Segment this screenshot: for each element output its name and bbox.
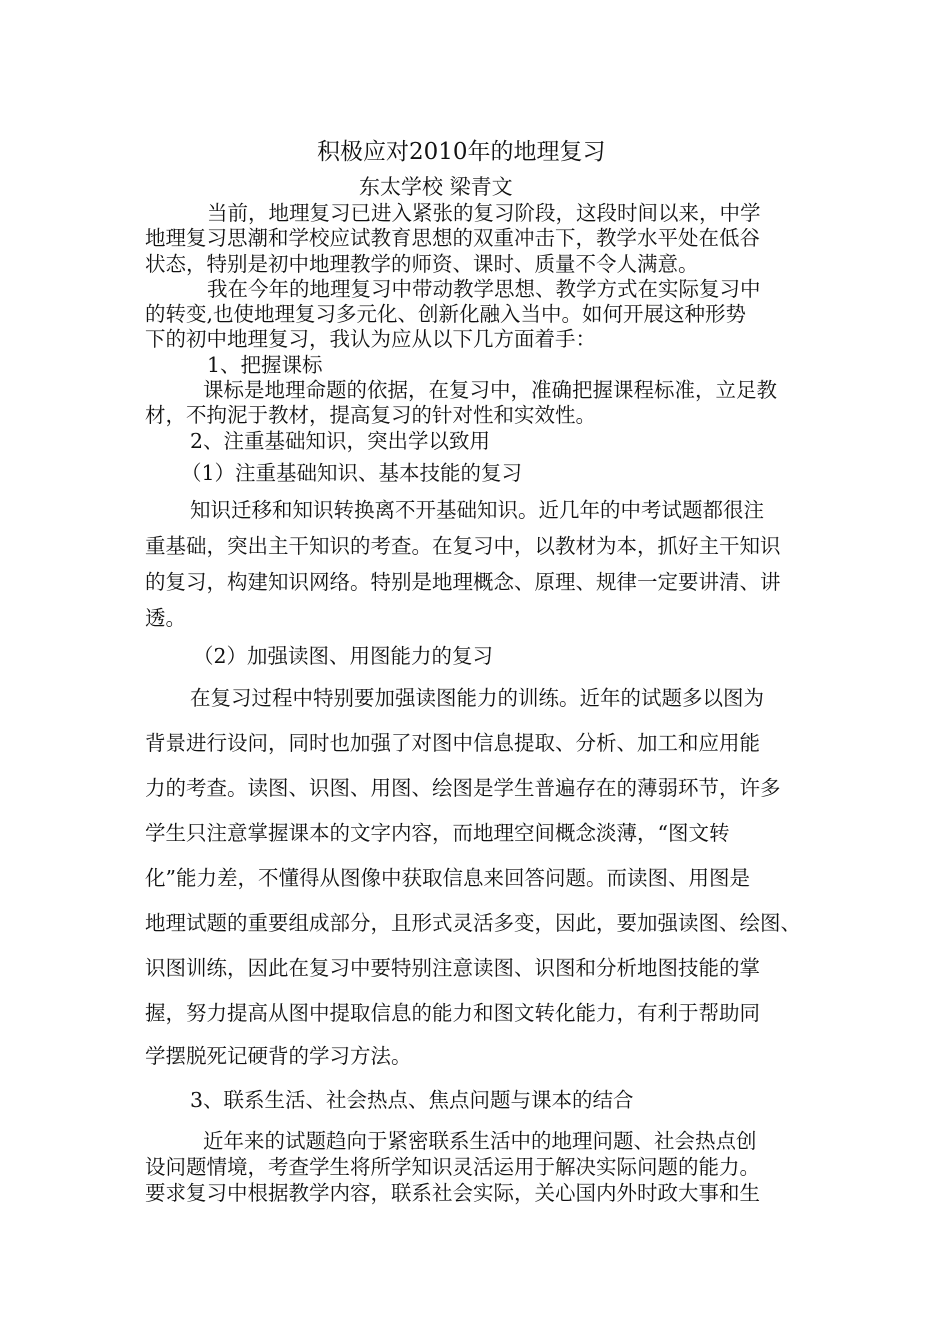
body-line: 材，不拘泥于教材，提高复习的针对性和实效性。 xyxy=(145,403,596,427)
body-line: 课标是地理命题的依据，在复习中，准确把握课程标准，立足教 xyxy=(203,378,777,402)
body-line: 设问题情境，考查学生将所学知识灵活运用于解决实际问题的能力。 xyxy=(145,1155,760,1179)
subsection-heading: （1）注重基础知识、基本技能的复习 xyxy=(181,461,523,485)
body-line: 握，努力提高从图中提取信息的能力和图文转化能力，有利于帮助同 xyxy=(145,1001,760,1025)
body-line: 地理复习思潮和学校应试教育思想的双重冲击下，教学水平处在低谷 xyxy=(145,226,760,250)
body-line: 地理试题的重要组成部分，且形式灵活多变，因此，要加强读图、绘图、 xyxy=(145,911,801,935)
body-line: 学摆脱死记硬背的学习方法。 xyxy=(145,1044,412,1068)
body-line: 识图训练，因此在复习中要特别注意读图、识图和分析地图技能的掌 xyxy=(145,956,760,980)
body-line: 下的初中地理复习，我认为应从以下几方面着手： xyxy=(145,327,596,351)
document-title: 积极应对2010年的地理复习 xyxy=(317,139,606,165)
body-line: 知识迁移和知识转换离不开基础知识。近几年的中考试题都很注 xyxy=(190,498,764,522)
body-line: 我在今年的地理复习中带动教学思想、教学方式在实际复习中 xyxy=(207,277,761,301)
subsection-heading: （2）加强读图、用图能力的复习 xyxy=(193,644,494,668)
body-line: 当前，地理复习已进入紧张的复习阶段，这段时间以来，中学 xyxy=(207,201,761,225)
body-line: 在复习过程中特别要加强读图能力的训练。近年的试题多以图为 xyxy=(190,686,764,710)
body-line: 重基础，突出主干知识的考查。在复习中，以教材为本，抓好主干知识 xyxy=(145,534,781,558)
body-line: 学生只注意掌握课本的文字内容，而地理空间概念淡薄，“图文转 xyxy=(145,821,730,845)
section-heading: 2、注重基础知识，突出学以致用 xyxy=(190,429,491,453)
section-heading: 1、把握课标 xyxy=(207,353,323,377)
section-heading: 3、联系生活、社会热点、焦点问题与课本的结合 xyxy=(190,1088,634,1112)
body-line: 力的考查。读图、识图、用图、绘图是学生普遍存在的薄弱环节，许多 xyxy=(145,776,781,800)
document-author: 东太学校 梁青文 xyxy=(359,175,513,199)
body-line: 化”能力差，不懂得从图像中获取信息来回答问题。而读图、用图是 xyxy=(145,866,750,890)
body-line: 透。 xyxy=(145,606,186,630)
body-line: 状态，特别是初中地理教学的师资、课时、质量不令人满意。 xyxy=(145,252,699,276)
body-line: 要求复习中根据教学内容，联系社会实际，关心国内外时政大事和生 xyxy=(145,1181,760,1205)
body-line: 的转变,也使地理复习多元化、创新化融入当中。如何开展这种形势 xyxy=(145,302,747,326)
body-line: 近年来的试题趋向于紧密联系生活中的地理问题、社会热点创 xyxy=(203,1129,757,1153)
body-line: 背景进行设问，同时也加强了对图中信息提取、分析、加工和应用能 xyxy=(145,731,760,755)
body-line: 的复习，构建知识网络。特别是地理概念、原理、规律一定要讲清、讲 xyxy=(145,570,781,594)
